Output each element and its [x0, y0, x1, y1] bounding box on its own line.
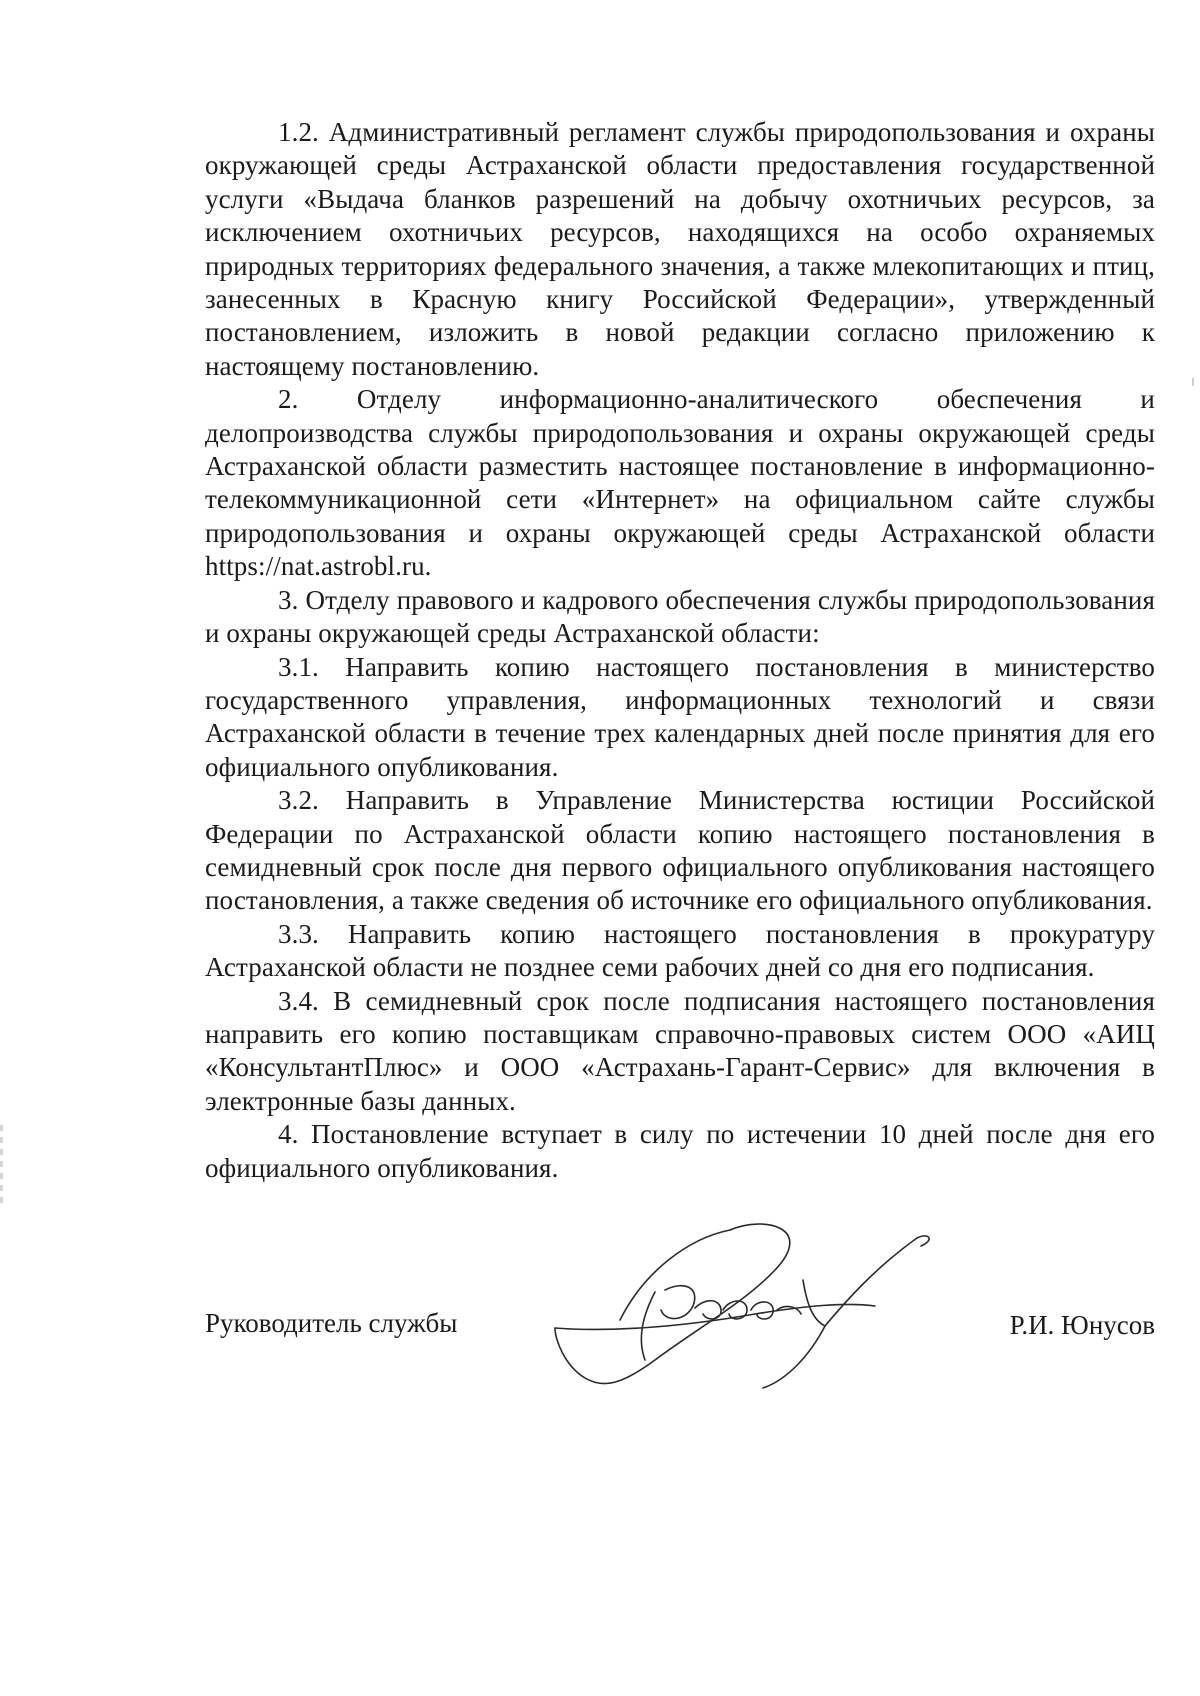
signatory-position: Руководитель службы	[205, 1308, 458, 1338]
paragraph-3-4: 3.4. В семидневный срок после подписания настоящего постановления направить его копию поставщикам справочно-правовых систем ООО «АИЦ «КонсультантПлюс» и ООО «Астрахань-Гарант-Сервис» для включения в электронные базы данных.	[205, 985, 1155, 1116]
paragraph-3-3: 3.3. Направить копию настоящего постановления в прокуратуру Астраханской области не позднее семи рабочих дней со дня его подписания.	[205, 918, 1155, 983]
paragraph-3-2: 3.2. Направить в Управление Министерства юстиции Российской Федерации по Астраханской области копию настоящего постановления в семидневный срок после дня первого официального опубликования настоящего постановления, а также сведения об источнике его официального опубликования.	[205, 785, 1155, 916]
paragraph-3-1: 3.1. Направить копию настоящего постановления в министерство государственного управления, информационных технологий и связи Астраханской области в течение трех календарных дней после принятия для его официального опубликования.	[205, 651, 1155, 782]
signatory-name: Р.И. Юнусов	[1009, 1310, 1155, 1340]
paragraph-1-2: 1.2. Административный регламент службы природопользования и охраны окружающей среды Астраханской области предоставления государственной услуги «Выдача бланков разрешений на добычу охотничьих ресурсов, за исключением охотничьих ресурсов, находящихся на особо охраняемых природных территориях федерального значения, а также млекопитающих и птиц, занесенных в Красную книгу Российской Федерации», утвержденный постановлением, изложить в новой редакции согласно приложению к настоящему постановлению.	[205, 117, 1155, 381]
scan-edge-mark	[0, 1125, 3, 1205]
signature-block	[205, 1210, 1155, 1370]
handwritten-signature	[525, 1210, 945, 1395]
scan-speck	[1192, 378, 1194, 386]
paragraph-2: 2. Отделу информационно-аналитического обеспечения и делопроизводства службы природопользования и охраны окружающей среды Астраханской области разместить настоящее постановление в информационно-телекоммуникационной сети «Интернет» на официальном сайте службы природопользования и охраны окружающей среды Астраханской области https://nat.astrobl.ru.	[205, 384, 1155, 582]
paragraph-4: 4. Постановление вступает в силу по истечении 10 дней после дня его официального опубликования.	[205, 1119, 1155, 1183]
document-body	[205, 116, 1155, 1185]
paragraph-3: 3. Отделу правового и кадрового обеспечения службы природопользования и охраны окружающей среды Астраханской области:	[205, 584, 1155, 649]
